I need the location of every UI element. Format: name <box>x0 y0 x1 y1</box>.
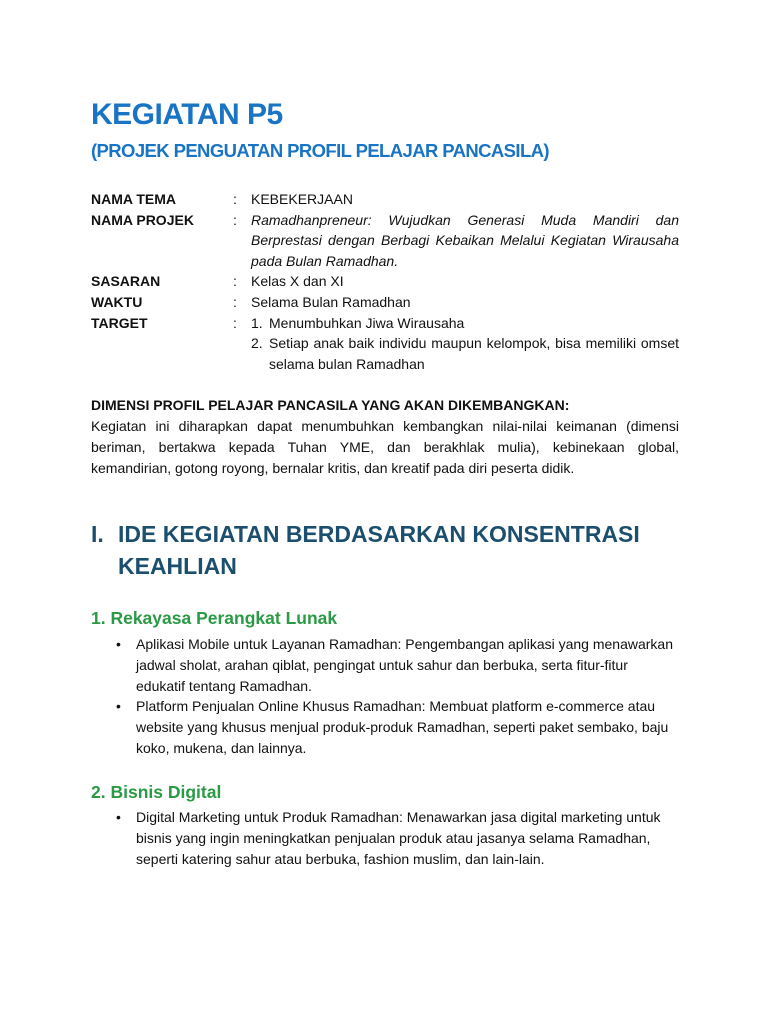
project-info <box>91 189 679 374</box>
dimensi-block <box>91 395 679 479</box>
document-title: KEGIATAN P5 <box>91 98 283 131</box>
info-row-target <box>91 313 679 375</box>
list-item-text: Digital Marketing untuk Produk Ramadhan: Menawarkan jasa digital marketing untuk bisnis yang ingin meningkatkan penjualan produk atau jasanya selama Ramadhan, seperti katering sahur atau berbuka, fashion muslim, dan lain-lain. <box>136 809 661 867</box>
info-label: NAMA TEMA <box>91 191 177 207</box>
target-number: 1. <box>251 314 263 331</box>
section-number: I. <box>91 521 104 547</box>
bullet-icon: • <box>116 698 121 715</box>
target-list <box>251 313 679 375</box>
bullet-list-rpl <box>91 634 679 759</box>
list-item <box>91 696 679 758</box>
subsection-heading-bisnis: 2. Bisnis Digital <box>91 782 222 802</box>
info-colon: : <box>233 293 237 310</box>
dimensi-heading: DIMENSI PROFIL PELAJAR PANCASILA YANG AKAN DIKEMBANGKAN: <box>91 397 570 413</box>
bullet-icon: • <box>116 636 121 652</box>
subsection-heading-rpl: 1. Rekayasa Perangkat Lunak <box>91 608 338 628</box>
info-row-waktu <box>91 292 679 313</box>
info-label: SASARAN <box>91 273 161 290</box>
info-row-sasaran <box>91 271 679 292</box>
document-subtitle: (PROJEK PENGUATAN PROFIL PELAJAR PANCASILA) <box>91 140 549 161</box>
info-value <box>251 313 679 375</box>
list-item <box>91 634 679 696</box>
bullet-icon: • <box>116 809 121 825</box>
list-item <box>91 807 679 869</box>
info-label: WAKTU <box>91 293 143 310</box>
info-row-tema <box>91 189 679 210</box>
dimensi-body: Kegiatan ini diharapkan dapat menumbuhkan kembangkan nilai-nilai keimanan (dimensi beriman, bertakwa kepada Tuhan YME, dan berakhlak mulia), kebinekaan global, kemandirian, gotong royong, bernalar kritis, dan kreatif pada diri peserta didik. <box>91 418 679 476</box>
info-value: KEBEKERJAAN <box>251 191 353 207</box>
target-item <box>251 313 679 334</box>
info-value: Ramadhanpreneur: Wujudkan Generasi Muda Mandiri dan Berprestasi dengan Berbagi Kebaikan Melalui Kegiatan Wirausaha pada Bulan Ramadhan. <box>251 211 679 269</box>
target-item <box>251 333 679 374</box>
target-number: 2. <box>251 335 263 352</box>
info-label: NAMA PROJEK <box>91 211 194 228</box>
info-value: Selama Bulan Ramadhan <box>251 293 411 310</box>
info-colon: : <box>233 211 237 228</box>
target-text: Menumbuhkan Jiwa Wirausaha <box>269 314 465 331</box>
info-colon: : <box>233 314 237 331</box>
info-colon: : <box>233 273 237 290</box>
list-item-text: Aplikasi Mobile untuk Layanan Ramadhan: Pengembangan aplikasi yang menawarkan jadwal sholat, arahan qiblat, pengingat untuk sahur dan berbuka, serta fitur-fitur edukatif tentang Ramadhan. <box>136 636 674 694</box>
list-item-text: Platform Penjualan Online Khusus Ramadhan: Membuat platform e-commerce atau website yang khusus menjual produk-produk Ramadhan, seperti paket sembako, baju koko, mukena, dan lainnya. <box>136 698 669 756</box>
target-text: Setiap anak baik individu maupun kelompok, bisa memiliki omset selama bulan Ramadhan <box>269 335 679 372</box>
info-value: Kelas X dan XI <box>251 273 344 290</box>
bullet-list-bisnis <box>91 807 679 869</box>
info-colon: : <box>233 191 237 207</box>
section-heading <box>91 518 679 582</box>
section-title: IDE KEGIATAN BERDASARKAN KONSENTRASI KEAHLIAN <box>118 521 640 579</box>
info-label: TARGET <box>91 314 148 331</box>
info-row-projek <box>91 210 679 272</box>
